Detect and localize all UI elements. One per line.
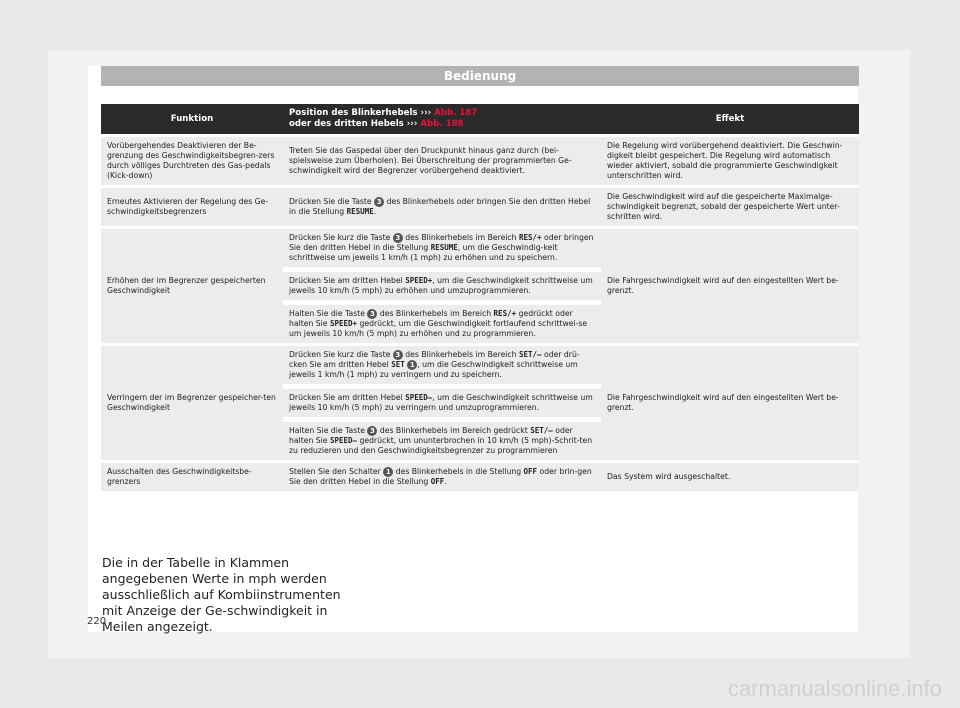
- cell-position: [283, 305, 601, 343]
- text: des Blinkerhebels im Bereich: [379, 309, 492, 318]
- text: des Blinkerhebels in die Stellung: [395, 467, 522, 476]
- number-badge-icon: 1: [383, 467, 393, 477]
- key-label: SET/–: [518, 350, 542, 359]
- text: , um die Geschwindigkeit schrittweise um jeweils 10 km/h (5 mph) zu erhöhen und umzuprogrammieren.: [289, 276, 593, 295]
- text: Drücken Sie die Taste: [289, 197, 372, 206]
- text: , um die Geschwindigkeit schrittweise um jeweils 10 km/h (5 mph) zu verringern und umzuprogrammieren.: [289, 393, 593, 412]
- key-label: SPEED+: [405, 276, 433, 285]
- function-table: [101, 101, 859, 494]
- number-badge-icon: 3: [393, 350, 403, 360]
- header-position: [283, 104, 601, 134]
- text: des Blinkerhebels im Bereich: [405, 233, 517, 242]
- text: , um die Geschwindig-keit schrittweise um jeweils 1 km/h (1 mph) zu erhöhen und zu speichern.: [289, 243, 558, 262]
- cell-position: [283, 463, 601, 491]
- key-label: RESUME: [430, 243, 458, 252]
- cell-effekt: Das System wird ausgeschaltet.: [601, 463, 859, 491]
- text: , um die Geschwindigkeit schrittweise um jeweils 1 km/h (1 mph) zu verringern und zu speichern.: [289, 360, 578, 379]
- key-label: RESUME: [346, 207, 374, 216]
- text: des Blinkerhebels im Bereich gedrückt: [379, 426, 528, 435]
- number-badge-icon: 3: [374, 197, 384, 207]
- key-label: OFF: [430, 477, 445, 486]
- page-number: 220: [87, 616, 107, 627]
- table-row: [101, 137, 859, 185]
- text: .: [444, 477, 447, 486]
- cell-funktion: Verringern der im Begrenzer gespeicher-ten Geschwindigkeit: [101, 346, 283, 460]
- section-title: Bedienung: [101, 66, 859, 86]
- table-row: [101, 229, 859, 269]
- number-badge-icon: 3: [393, 233, 403, 243]
- text: des Blinkerhebels im Bereich: [405, 350, 517, 359]
- cell-funktion: Vorübergehendes Deaktivieren der Be-grenzung des Geschwindigkeitsbegren-zers durch völliges Durchtreten des Gas-pedals (Kick-down): [101, 137, 283, 185]
- text: des Blinkerhebels oder bringen Sie den dritten Hebel in die Stellung: [289, 197, 591, 216]
- cell-funktion: Erneutes Aktivieren der Regelung des Ge-schwindigkeitsbegrenzers: [101, 188, 283, 226]
- key-label: SPEED–: [405, 393, 433, 402]
- text: Drücken Sie am dritten Hebel: [289, 393, 403, 402]
- text: Halten Sie die Taste: [289, 309, 365, 318]
- key-label: RES/+: [493, 309, 517, 318]
- key-label: SET/–: [530, 426, 553, 435]
- header-position-line2: oder des dritten Hebels: [289, 119, 404, 129]
- header-position-line1: Position des Blinkerhebels: [289, 108, 418, 118]
- footnote-text: Die in der Tabelle in Klammen angegebenen Werte in mph werden ausschließlich auf Kombiinstrumenten mit Anzeige der Ge-schwindigkeit in Meilen angezeigt.: [102, 555, 341, 634]
- text: Drücken Sie am dritten Hebel: [289, 276, 403, 285]
- cell-effekt: Die Regelung wird vorübergehend deaktiviert. Die Geschwin-digkeit bleibt gespeichert. Die Regelung wird automatisch wieder aktiviert, sobald die programmierte Geschwindigkeit unterschritten wird.: [601, 137, 859, 185]
- cell-position: Treten Sie das Gaspedal über den Druckpunkt hinaus ganz durch (bei-spielsweise zum Überholen). Bei Überschreitung der programmierten Ge-schwindigkeit wird der Begrenzer vorübergehend deaktiviert.: [283, 137, 601, 185]
- cell-position: [283, 422, 601, 460]
- table-row: [101, 188, 859, 226]
- table-row: [101, 346, 859, 386]
- cell-position: [283, 229, 601, 269]
- text: Drücken Sie kurz die Taste: [289, 350, 391, 359]
- cell-effekt: Die Geschwindigkeit wird auf die gespeicherte Maximalge-schwindigkeit begrenzt, sobald der gespeicherte Wert unter-schritten wird.: [601, 188, 859, 226]
- number-badge-icon: 1: [407, 360, 417, 370]
- key-label: SPEED–: [329, 436, 358, 445]
- number-badge-icon: 3: [367, 426, 377, 436]
- key-label: SET: [391, 360, 405, 369]
- cell-effekt: Die Fahrgeschwindigkeit wird auf den eingestellten Wert be-grenzt.: [601, 229, 859, 343]
- text: Drücken Sie kurz die Taste: [289, 233, 391, 242]
- text: oder drü-cken Sie am dritten Hebel: [289, 350, 580, 369]
- arrow-icon: ›››: [420, 108, 432, 118]
- text: oder bringen Sie den dritten Hebel in die Stellung: [289, 233, 594, 252]
- cell-effekt: Die Fahrgeschwindigkeit wird auf den eingestellten Wert be-grenzt.: [601, 346, 859, 460]
- key-label: RES/+: [518, 233, 542, 242]
- figure-ref-link[interactable]: Abb. 187: [434, 108, 478, 118]
- number-badge-icon: 3: [367, 309, 377, 319]
- text: .: [373, 207, 377, 216]
- text: gedrückt, um ununterbrochen in 10 km/h (5 mph)-Schrit-ten zu reduzieren und den Geschwindigkeitsbegrenzer zu programmieren: [289, 436, 593, 455]
- table-header-row: [101, 104, 859, 134]
- table-row: [101, 463, 859, 491]
- cell-position: [283, 389, 601, 419]
- cell-position: [283, 272, 601, 302]
- cell-funktion: Erhöhen der im Begrenzer gespeicherten Geschwindigkeit: [101, 229, 283, 343]
- cell-funktion: Ausschalten des Geschwindigkeitsbe-grenzers: [101, 463, 283, 491]
- arrow-icon: ›››: [406, 119, 418, 129]
- cell-position: [283, 188, 601, 226]
- header-effekt: Effekt: [601, 104, 859, 134]
- header-funktion: Funktion: [101, 104, 283, 134]
- text: Stellen Sie den Schalter: [289, 467, 381, 476]
- figure-ref-link[interactable]: Abb. 188: [420, 119, 464, 129]
- text: Halten Sie die Taste: [289, 426, 365, 435]
- text: gedrückt oder halten Sie: [289, 309, 573, 328]
- cell-position: [283, 346, 601, 386]
- text: gedrückt, um die Geschwindigkeit fortlaufend schrittwei-se um jeweils 10 km/h (5 mph) zu erhöhen und zu programmieren.: [289, 319, 588, 338]
- watermark: carmanualsonline.info: [727, 676, 942, 701]
- key-label: SPEED+: [329, 319, 358, 328]
- text: oder halten Sie: [289, 426, 573, 445]
- key-label: OFF: [523, 467, 538, 476]
- text: oder brin-gen Sie den dritten Hebel in die Stellung: [289, 467, 592, 486]
